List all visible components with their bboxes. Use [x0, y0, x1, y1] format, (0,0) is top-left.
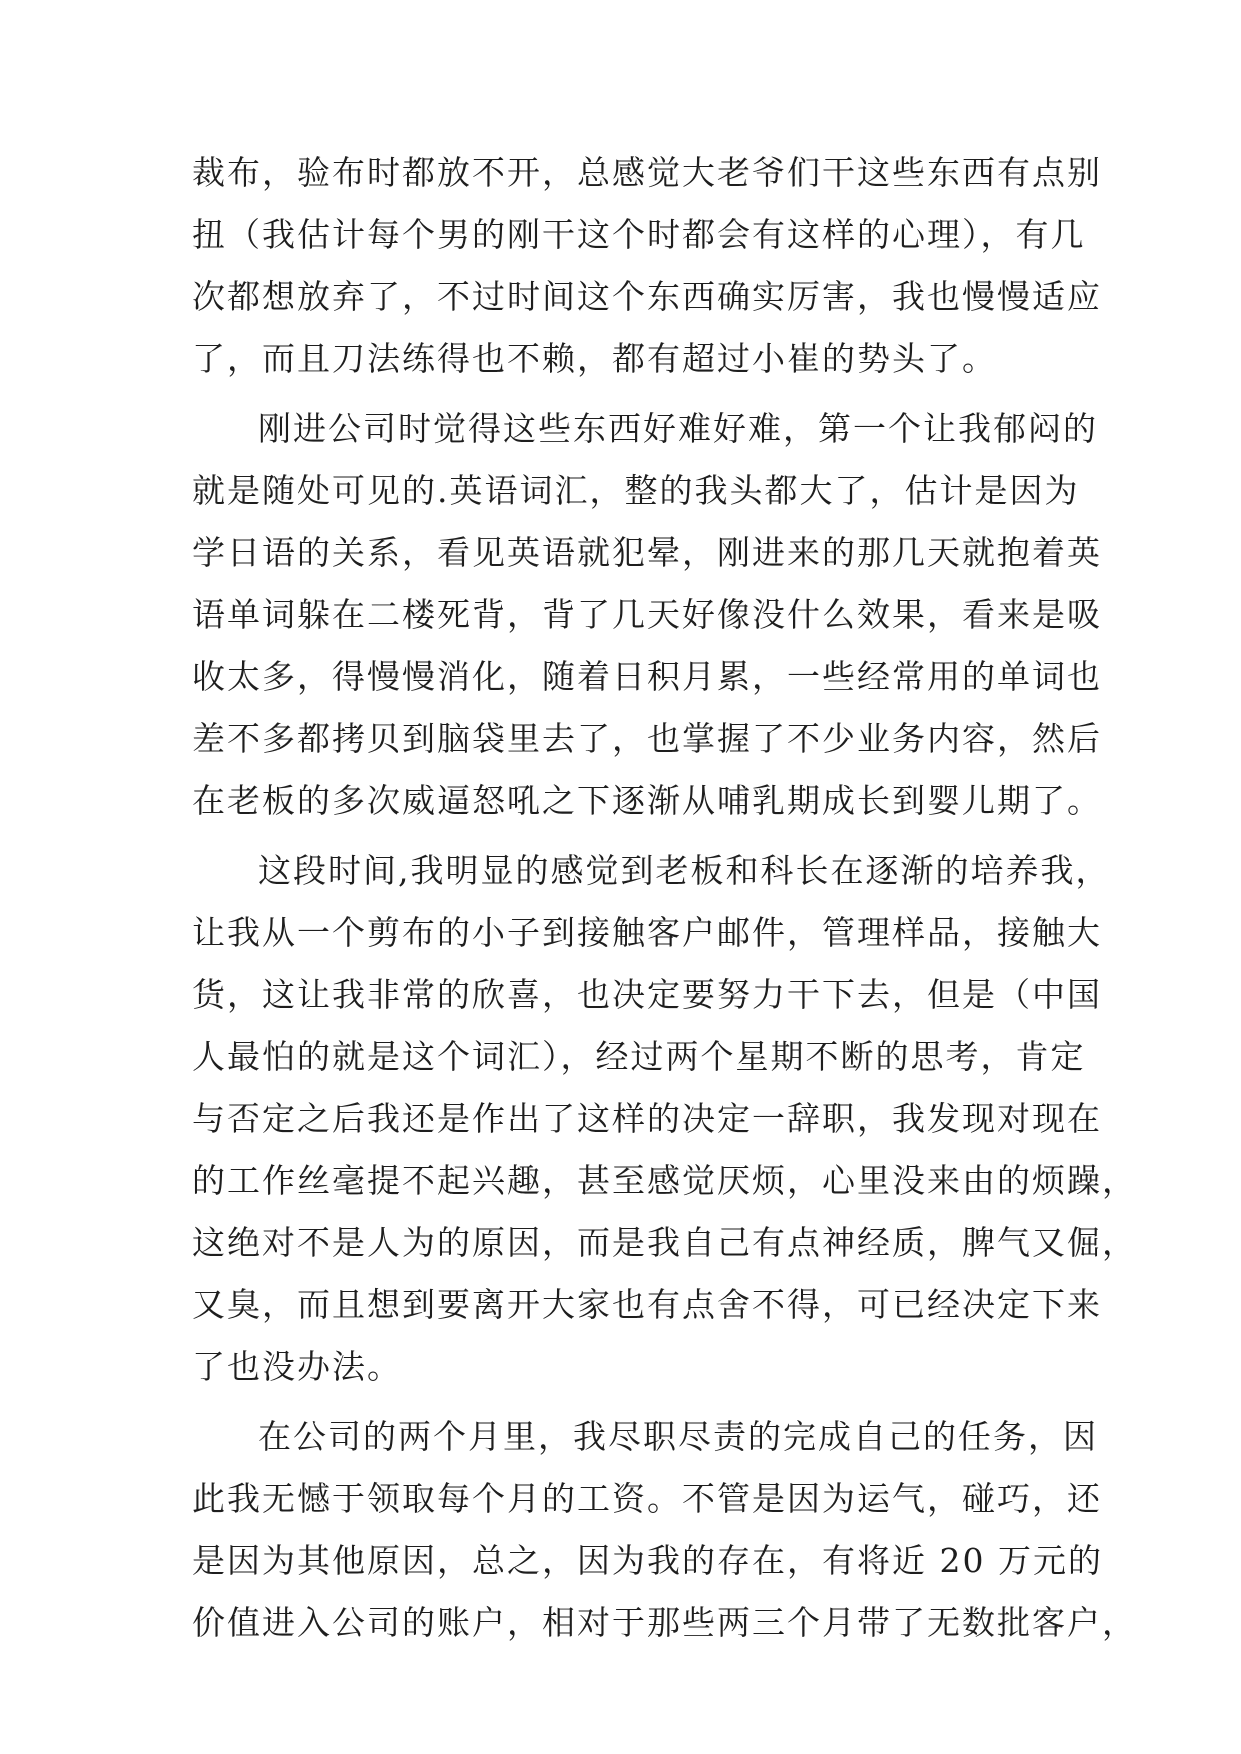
- text-line: 在老板的多次威逼怒吼之下逐渐从哺乳期成长到婴儿期了。: [192, 781, 1102, 820]
- text-line: 了，而且刀法练得也不赖，都有超过小崔的势头了。: [192, 339, 997, 378]
- paragraph-first-line: 在公司的两个月里，我尽职尽责的完成自己的任务，因: [258, 1417, 1098, 1456]
- paragraph-first-line: 刚进公司时觉得这些东西好难好难，第一个让我郁闷的: [258, 409, 1098, 448]
- text-line: 收太多，得慢慢消化，随着日积月累，一些经常用的单词也: [192, 657, 1102, 696]
- text-line: 学日语的关系，看见英语就犯晕，刚进来的那几天就抱着英: [192, 533, 1102, 572]
- text-line: 的工作丝毫提不起兴趣，甚至感觉厌烦，心里没来由的烦躁，: [192, 1161, 1137, 1200]
- text-line: 让我从一个剪布的小子到接触客户邮件，管理样品，接触大: [192, 913, 1102, 952]
- body-text: [192, 142, 1137, 1654]
- text-line: 差不多都拷贝到脑袋里去了，也掌握了不少业务内容，然后: [192, 719, 1102, 758]
- text-line: 价值进入公司的账户，相对于那些两三个月带了无数批客户，: [192, 1603, 1137, 1642]
- text-line: 就是随处可见的.英语词汇，整的我头都大了，估计是因为: [192, 471, 1080, 510]
- text-line: 语单词躲在二楼死背，背了几天好像没什么效果，看来是吸: [192, 595, 1102, 634]
- text-line: 次都想放弃了，不过时间这个东西确实厉害，我也慢慢适应: [192, 277, 1102, 316]
- paragraph-first-line: 这段时间,我明显的感觉到老板和科长在逐渐的培养我，: [258, 851, 1111, 890]
- text-line: 人最怕的就是这个词汇），经过两个星期不断的思考，肯定: [192, 1037, 1086, 1076]
- text-line: 此我无憾于领取每个月的工资。不管是因为运气，碰巧，还: [192, 1479, 1102, 1518]
- text-line: 又臭，而且想到要离开大家也有点舍不得，可已经决定下来: [192, 1285, 1102, 1324]
- text-line: 货，这让我非常的欣喜，也决定要努力干下去，但是（中国: [192, 975, 1102, 1014]
- text-line: 与否定之后我还是作出了这样的决定一辞职，我发现对现在: [192, 1099, 1102, 1138]
- text-line: 了也没办法。: [192, 1347, 402, 1386]
- text-line: 这绝对不是人为的原因，而是我自己有点神经质，脾气又倔，: [192, 1223, 1137, 1262]
- text-line: 裁布，验布时都放不开，总感觉大老爷们干这些东西有点别: [192, 153, 1102, 192]
- text-line: 是因为其他原因，总之，因为我的存在，有将近 20 万元的: [192, 1541, 1103, 1580]
- text-line: 扭（我估计每个男的刚干这个时都会有这样的心理），有几: [192, 215, 1086, 254]
